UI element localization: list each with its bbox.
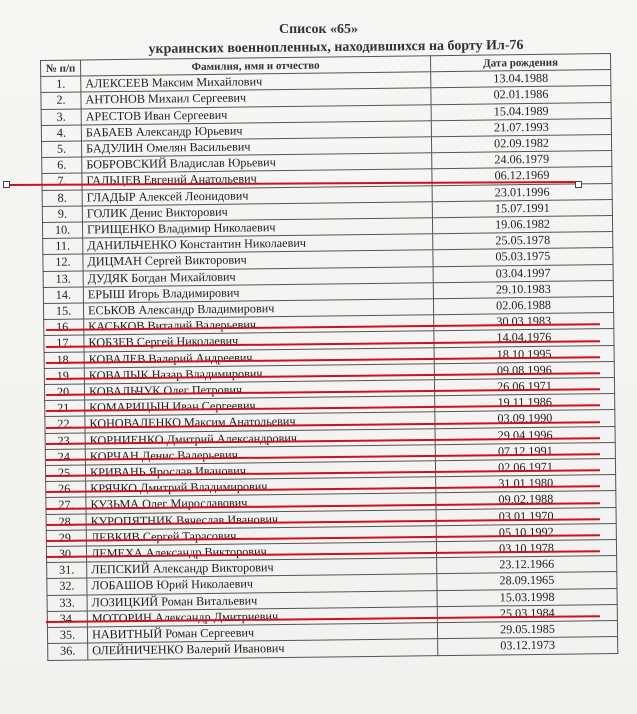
row-name: АЛЕКСЕЕВ Максим Михайлович — [81, 72, 431, 92]
row-name: ЛЕМЕХА Александр Викторович — [86, 542, 436, 562]
row-name: КОНОВАЛЕНКО Максим Анатольевич — [85, 412, 435, 432]
row-number: 27. — [46, 497, 86, 514]
row-number: 12. — [43, 254, 83, 271]
row-number: 5. — [41, 141, 81, 158]
row-name: БОБРОВСКИЙ Владислав Юрьевич — [82, 153, 432, 173]
row-number: 36. — [48, 643, 88, 660]
row-name: ГЛАДЫР Алексей Леонидович — [82, 185, 432, 205]
row-birth-date: 07.12.1991 — [435, 442, 615, 460]
row-birth-date: 02.09.1982 — [431, 135, 611, 153]
row-birth-date: 29.04.1996 — [435, 426, 615, 444]
row-name: НАВИТНЫЙ Роман Сергеевич — [87, 623, 437, 643]
row-number: 7. — [42, 173, 82, 190]
document-title: Список «65» — [278, 22, 359, 37]
row-birth-date: 18.10.1995 — [434, 345, 614, 363]
row-birth-date: 09.08.1996 — [434, 361, 614, 379]
row-number: 24. — [45, 449, 85, 466]
row-name: БАДУЛИН Омелян Васильевич — [81, 137, 431, 157]
row-number: 29. — [46, 530, 86, 547]
row-name: АНТОНОВ Михаил Сергеевич — [81, 88, 431, 108]
row-number: 14. — [43, 287, 83, 304]
row-birth-date: 02.06.1988 — [433, 297, 613, 315]
row-number: 10. — [42, 222, 82, 239]
row-number: 13. — [43, 271, 83, 288]
row-name: ГОЛИК Денис Викторович — [82, 202, 432, 222]
row-number: 8. — [42, 190, 82, 207]
row-name: КОВАЛЫК Назар Владимирович — [84, 364, 434, 384]
row-birth-date: 19.11.1986 — [435, 394, 615, 412]
row-name: ЕРЫШ Игорь Владимирович — [83, 283, 433, 303]
row-number: 32. — [47, 578, 87, 595]
row-birth-date: 13.04.1988 — [431, 70, 611, 88]
row-name: ЛЕВКИВ Сергей Тарасович — [86, 526, 436, 546]
row-name: КОБЗЕВ Сергей Николаевич — [84, 331, 434, 351]
row-number: 28. — [46, 514, 86, 531]
header-date: Дата рождения — [430, 54, 610, 72]
row-birth-date: 24.06.1979 — [432, 151, 612, 169]
row-birth-date: 25.03.1984 — [437, 604, 617, 622]
row-number: 22. — [45, 416, 85, 433]
row-number: 34. — [47, 611, 87, 628]
row-name: ОЛЕЙНИЧЕНКО Валерий Иванович — [88, 639, 438, 659]
row-birth-date: 15.04.1989 — [431, 102, 611, 120]
row-number: 31. — [47, 562, 87, 579]
row-number: 11. — [43, 238, 83, 255]
row-name: КОВАЛЕВ Валерий Андреевич — [84, 347, 434, 367]
row-name: ЕСЬКОВ Александр Владимирович — [83, 299, 433, 319]
row-name: БАБАЕВ Александр Юрьевич — [81, 121, 431, 141]
line-endpoint-handle[interactable] — [575, 181, 582, 188]
row-name: ДУДЯК Богдан Михайлович — [83, 266, 433, 286]
row-birth-date: 23.01.1996 — [432, 183, 612, 201]
row-number: 23. — [45, 433, 85, 450]
row-number: 9. — [42, 206, 82, 223]
table-body — [41, 70, 618, 660]
row-name: ГРИЩЕНКО Владимир Николаевич — [82, 218, 432, 238]
line-endpoint-handle[interactable] — [3, 181, 10, 188]
row-number: 17. — [44, 335, 84, 352]
row-name: АРЕСТОВ Иван Сергеевич — [81, 104, 431, 124]
row-birth-date: 03.12.1973 — [438, 637, 618, 655]
row-birth-date: 25.05.1978 — [433, 232, 613, 250]
row-number: 1. — [41, 76, 81, 93]
row-name: КОРНИЕНКО Дмитрий Александрович — [85, 428, 435, 448]
row-birth-date: 29.05.1985 — [437, 621, 617, 639]
row-birth-date: 30.03.1983 — [434, 313, 614, 331]
row-birth-date: 15.03.1998 — [437, 588, 617, 606]
row-birth-date: 21.07.1993 — [431, 118, 611, 136]
row-number: 19. — [44, 368, 84, 385]
row-name: КОВАЛЬЧУК Олег Петрович — [84, 380, 434, 400]
row-name: ЛОБАШОВ Юрий Николаевич — [87, 574, 437, 594]
row-birth-date: 15.07.1991 — [432, 199, 612, 217]
row-birth-date: 02.06.1971 — [435, 459, 615, 477]
row-name: ЛОЗИЦКИЙ Роман Витальевич — [87, 590, 437, 610]
row-birth-date: 03.09.1990 — [435, 410, 615, 428]
row-number: 30. — [46, 546, 86, 563]
row-birth-date: 28.09.1965 — [437, 572, 617, 590]
row-name: ДИЦМАН Сергей Викторович — [83, 250, 433, 270]
row-birth-date: 03.04.1997 — [433, 264, 613, 282]
row-birth-date: 03.01.1970 — [436, 507, 616, 525]
row-number: 20. — [44, 384, 84, 401]
row-number: 15. — [43, 303, 83, 320]
row-name: МОТОРИН Александр Дмитриевич — [87, 607, 437, 627]
row-birth-date: 19.06.1982 — [432, 216, 612, 234]
row-birth-date: 31.01.1980 — [436, 475, 616, 493]
row-name: КАСЬКОВ Виталий Валерьевич — [84, 315, 434, 335]
row-birth-date: 06.12.1969 — [432, 167, 612, 185]
row-birth-date: 14.04.1976 — [434, 329, 614, 347]
row-birth-date: 05.03.1975 — [433, 248, 613, 266]
row-number: 4. — [41, 125, 81, 142]
row-number: 25. — [45, 465, 85, 482]
row-name: ГАЛЬЦЕВ Евгений Анатольевич — [82, 169, 432, 189]
row-name: КУЗЬМА Олег Мирославович — [86, 493, 436, 513]
row-number: 18. — [44, 352, 84, 369]
row-birth-date: 09.02.1988 — [436, 491, 616, 509]
row-name: ЛЕПСКИЙ Александр Викторович — [87, 558, 437, 578]
row-number: 35. — [47, 627, 87, 644]
row-birth-date: 02.01.1986 — [431, 86, 611, 104]
row-birth-date: 26.06.1971 — [434, 378, 614, 396]
row-name: КОМАРИЦЫН Иван Сергеевич — [85, 396, 435, 416]
row-number: 33. — [47, 595, 87, 612]
row-name: ДАНИЛЬЧЕНКО Константин Николаевич — [83, 234, 433, 254]
row-number: 6. — [42, 157, 82, 174]
row-name: КРЯЧКО Дмитрий Владимирович — [86, 477, 436, 497]
row-number: 3. — [41, 109, 81, 126]
row-birth-date: 03.10.1978 — [436, 540, 616, 558]
header-name: Фамилия, имя и отчество — [81, 56, 431, 76]
header-num: № п/п — [41, 60, 81, 77]
row-number: 21. — [45, 400, 85, 417]
row-birth-date: 23.12.1966 — [437, 556, 617, 574]
row-number: 2. — [41, 92, 81, 109]
row-name: КРИВАНЬ Ярослав Иванович — [85, 461, 435, 481]
row-number: 16. — [44, 319, 84, 336]
document-subtitle: украинских военнопленных, находившихся на борту Ил-76 — [148, 38, 524, 57]
row-number: 26. — [46, 481, 86, 498]
row-name: КУРОПЯТНИК Вячеслав Иванович — [86, 509, 436, 529]
row-birth-date: 05.10.1992 — [436, 523, 616, 541]
row-birth-date: 29.10.1983 — [433, 280, 613, 298]
row-name: КОРЧАН Денис Валерьевич — [85, 445, 435, 465]
